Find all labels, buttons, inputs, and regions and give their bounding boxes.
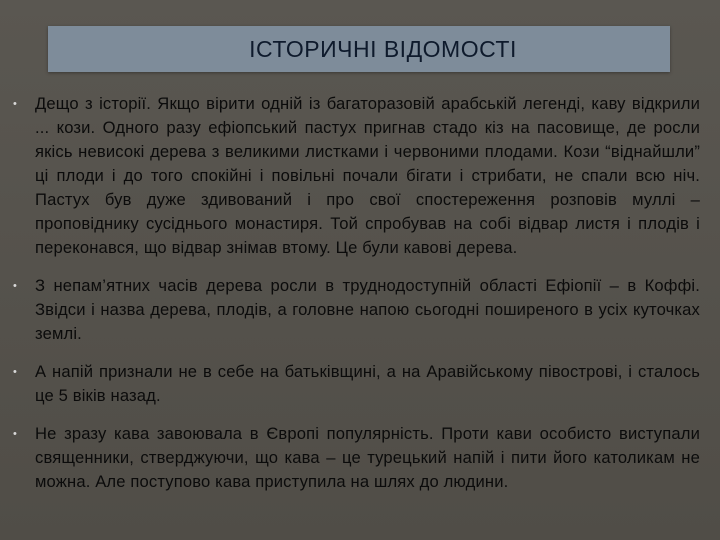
bullet-icon: • [13,280,17,292]
bullet-icon: • [13,428,17,440]
bullet-text: Дещо з історії. Якщо вірити одній із багаторазовій арабській легенді, каву відкрили ... кози. Одного разу ефіопський пастух пригнав стадо кіз на пасовище, де росли якісь невисокі дерева з великими листками і червоними плодами. Кози “віднайшли” ці плоди і до того спокійні і повільні почали бігати і стрибати, не спали всю ніч. Пастух був дуже здивований і про свої спостереження розповів муллі – проповіднику сусіднього монастиря. Той спробував на собі відвар листя і плодів і переконався, що відвар знімав втому. Це були кавові дерева. [35,94,700,257]
bullet-text: А напій признали не в себе на батьківщині, а на Аравійському півострові, і сталось це 5 віків назад. [35,362,700,405]
bullet-text: З непам’ятних часів дерева росли в труднодоступній області Ефіопії – в Коффі. Звідси і назва дерева, плодів, а головне напою сьогодні поширеного в усіх куточках землі. [35,276,700,343]
bullet-item [10,92,700,260]
slide-title: ІСТОРИЧНІ ВІДОМОСТІ [249,35,517,62]
bullet-list [10,92,700,508]
bullet-icon: • [13,98,17,110]
bullet-item [10,274,700,346]
bullet-icon: • [13,366,17,378]
title-bar [48,26,670,72]
bullet-item [10,422,700,494]
bullet-item [10,360,700,408]
bullet-text: Не зразу кава завоювала в Європі популярність. Проти кави особисто виступали священники, стверджуючи, що кава – це турецький напій і пити його католикам не можна. Але поступово кава приступила на шлях до людини. [35,424,700,491]
